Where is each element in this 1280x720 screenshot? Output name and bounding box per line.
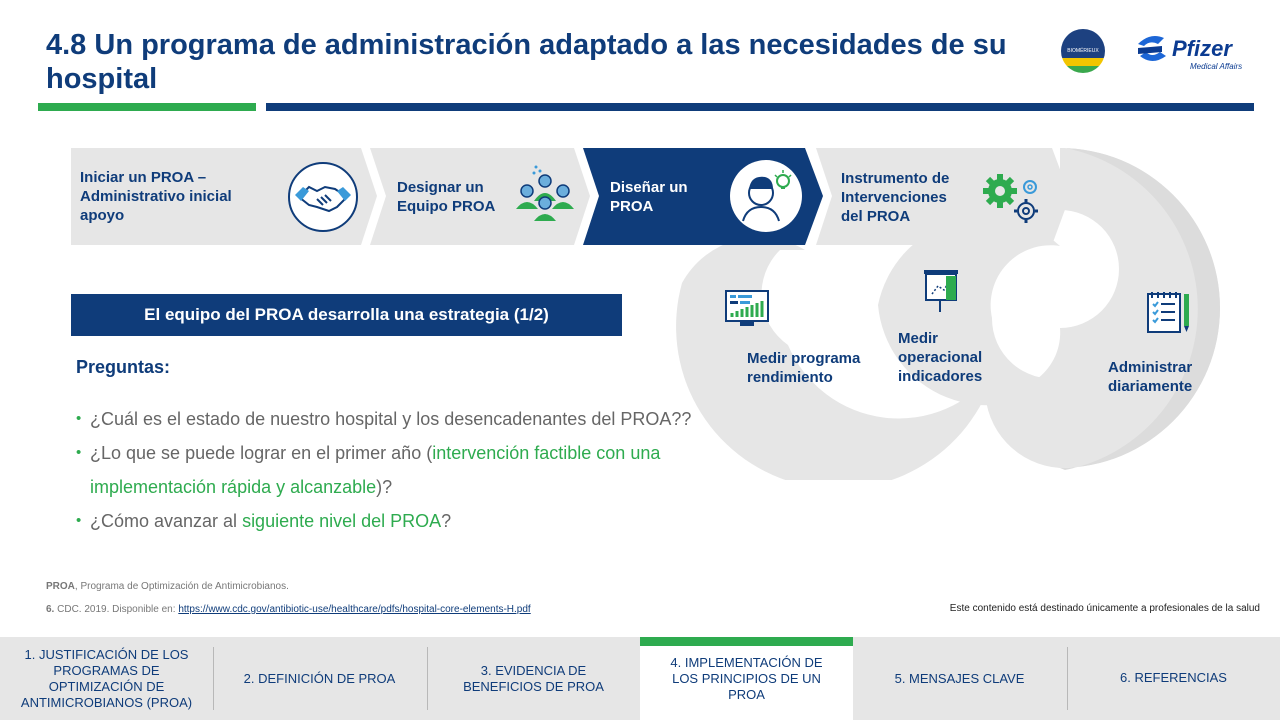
step-iniciar-proa[interactable] xyxy=(71,148,377,245)
question-text: )? xyxy=(376,477,393,497)
monitor-chart-icon xyxy=(724,289,770,334)
cycle-label-administrar: Administrar diariamente xyxy=(1108,359,1193,395)
title-underline-green xyxy=(38,103,256,111)
abbr-term: PROA xyxy=(46,581,75,592)
handshake-icon xyxy=(287,161,359,238)
step-designar-equipo[interactable] xyxy=(370,148,590,245)
nav-item-definicion[interactable]: 2. DEFINICIÓN DE PROA xyxy=(243,670,396,686)
step-label: Instrumento de Intervenciones del PROA xyxy=(841,170,950,225)
team-icon xyxy=(514,163,576,228)
nav-item-implementacion[interactable]: 4. IMPLEMENTACIÓN DE LOS PRINCIPIOS DE UN PROA xyxy=(640,637,853,720)
idea-person-icon xyxy=(729,159,803,238)
question-text: ¿Lo que se puede lograr en el primer año ( xyxy=(90,443,433,463)
step-label: Diseñar un PROA xyxy=(610,179,688,215)
question-highlight: intervención factible con una implementación rápida y alcanzable xyxy=(90,443,661,497)
list-item xyxy=(76,436,696,504)
gears-icon xyxy=(982,173,1042,230)
question-text: ¿Cómo avanzar al xyxy=(90,511,243,531)
page-title: 4.8 Un programa de administración adaptado a las necesidades de su hospital xyxy=(46,29,1007,95)
svg-text:BIOMÉRIEUX: BIOMÉRIEUX xyxy=(1067,48,1099,54)
pfizer-subtitle: Medical Affairs xyxy=(1190,62,1243,71)
biomerieux-logo xyxy=(1060,28,1106,74)
presentation-board-icon xyxy=(920,268,962,321)
nav-item-referencias[interactable]: 6. REFERENCIAS xyxy=(1120,670,1227,685)
ref-text: CDC. 2019. Disponible en: xyxy=(54,604,179,615)
disclaimer: Este contenido está destinado únicamente a profesionales de la salud xyxy=(949,603,1260,614)
list-item xyxy=(76,402,696,436)
title-underline-blue xyxy=(266,103,1254,111)
cycle-label-medir-indicadores: Medir operacional indicadores xyxy=(898,330,983,385)
cycle-label-medir-programa: Medir programa rendimiento xyxy=(747,350,861,386)
ref-number: 6. xyxy=(46,604,55,615)
step-disenar-proa[interactable] xyxy=(583,148,823,245)
question-text: ¿Cuál es el estado de nuestro hospital y los desencadenantes del PROA?? xyxy=(90,409,692,429)
question-text: ? xyxy=(441,511,452,531)
step-label: Iniciar un PROA – Administrativo inicial apoyo xyxy=(80,169,232,224)
questions-list xyxy=(76,402,696,538)
question-highlight: siguiente nivel del PROA xyxy=(242,511,442,531)
nav-item-mensajes[interactable]: 5. MENSAJES CLAVE xyxy=(894,670,1025,686)
step-label: Designar un Equipo PROA xyxy=(397,179,496,215)
nav-item-evidencia[interactable]: 3. EVIDENCIA DE BENEFICIOS DE PROA xyxy=(463,662,604,694)
strategy-heading: El equipo del PROA desarrolla una estrategia (1/2) xyxy=(71,294,622,336)
reference-footnote xyxy=(46,604,531,615)
pfizer-logo xyxy=(1132,30,1254,74)
reference-link[interactable]: https://www.cdc.gov/antibiotic-use/healthcare/pdfs/hospital-core-elements-H.pdf xyxy=(178,604,531,615)
section-nav xyxy=(0,637,1280,720)
pfizer-wordmark: Pfizer xyxy=(1172,36,1232,61)
nav-item-justificacion[interactable]: 1. JUSTIFICACIÓN DE LOS PROGRAMAS DE OPTIMIZACIÓN DE ANTIMICROBIANOS (PROA) xyxy=(20,646,193,710)
nav-active-indicator xyxy=(640,637,853,646)
abbr-definition: , Programa de Optimización de Antimicrobianos. xyxy=(74,581,289,592)
checklist-icon xyxy=(1146,290,1194,341)
list-item xyxy=(76,504,696,538)
step-instrumento-intervenciones[interactable] xyxy=(816,148,1070,245)
questions-label: Preguntas: xyxy=(76,357,171,377)
abbreviation-footnote xyxy=(46,581,289,592)
